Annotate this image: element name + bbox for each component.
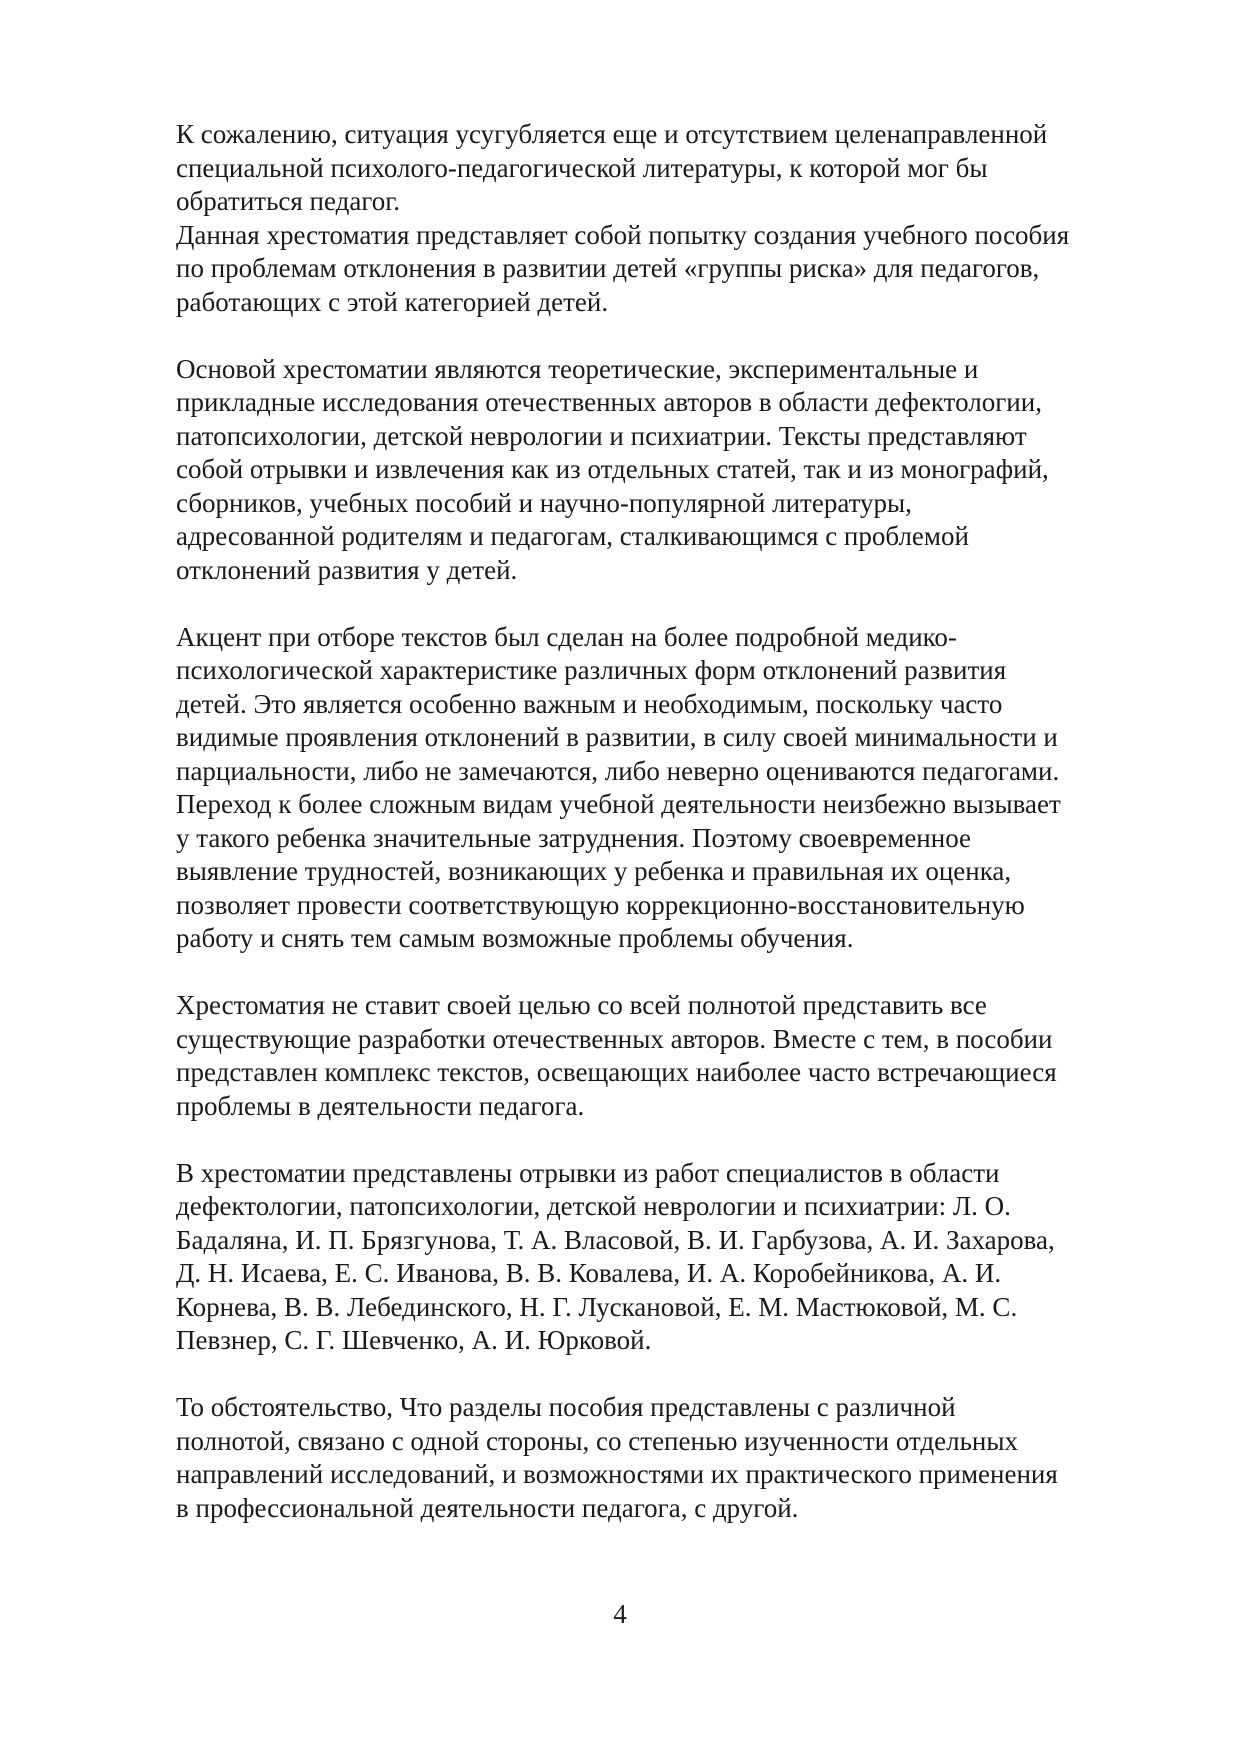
text-line: Корнева, В. В. Лебединского, Н. Г. Лускановой, Е. М. Мастюковой, М. С. xyxy=(176,1291,1018,1322)
paragraph-gap xyxy=(176,956,1156,990)
paragraph xyxy=(176,989,1156,1123)
text-line: работающих с этой категорией детей. xyxy=(176,286,609,317)
page-number: 4 xyxy=(613,1599,627,1629)
document-body xyxy=(176,118,1156,1525)
text-line: прикладные исследования отечественных авторов в области дефектологии, xyxy=(176,387,1042,417)
text-line: отклонений развития у детей. xyxy=(176,554,518,585)
paragraph-gap xyxy=(176,587,1156,621)
text-line: в профессиональной деятельности педагога, с другой. xyxy=(176,1492,799,1523)
paragraph xyxy=(176,353,1156,588)
text-line: Бадаляна, И. П. Брязгунова, Т. А. Власовой, В. И. Гарбузова, А. И. Захарова, xyxy=(176,1224,1055,1255)
text-line: Д. Н. Исаева, Е. С. Иванова, В. В. Ковалева, И. А. Коробейникова, А. И. xyxy=(176,1258,1002,1288)
text-line: психологической характеристике различных форм отклонений развития xyxy=(176,655,1007,685)
text-line: детей. Это является особенно важным и необходимым, поскольку часто xyxy=(176,688,1003,719)
text-line: видимые проявления отклонений в развитии, в силу своей минимальности и xyxy=(176,722,1058,752)
text-line: адресованной родителям и педагогам, сталкивающимся с проблемой xyxy=(176,521,969,551)
text-line: полнотой, связано с одной стороны, со степенью изученности отдельных xyxy=(176,1425,1019,1456)
text-line: Основой хрестоматии являются теоретические, экспериментальные и xyxy=(176,353,979,384)
text-line: проблемы в деятельности педагога. xyxy=(176,1090,585,1121)
text-line: Переход к более сложным видам учебной деятельности неизбежно вызывает xyxy=(176,789,1061,819)
text-line: сборников, учебных пособий и научно-популярной литературы, xyxy=(176,487,912,518)
paragraph-gap xyxy=(176,1123,1156,1157)
text-line: собой отрывки и извлечения как из отдельных статей, так и из монографий, xyxy=(176,454,1049,484)
paragraph xyxy=(176,1391,1156,1525)
text-line: Данная хрестоматия представляет собой попытку создания учебного пособия xyxy=(176,219,1070,250)
text-line: патопсихологии, детской неврологии и психиатрии. Тексты представляют xyxy=(176,420,1027,451)
text-line: парциальности, либо не замечаются, либо неверно оцениваются педагогами. xyxy=(176,755,1060,786)
text-line: представлен комплекс текстов, освещающих наиболее часто встречающиеся xyxy=(176,1057,1057,1087)
paragraph xyxy=(176,1157,1156,1358)
text-line: у такого ребенка значительные затруднения. Поэтому своевременное xyxy=(176,822,972,853)
text-line: дефектологии, патопсихологии, детской неврологии и психиатрии: Л. О. xyxy=(176,1191,1011,1221)
text-line: направлений исследований, и возможностями их практического применения xyxy=(176,1459,1058,1489)
text-line: выявление трудностей, возникающих у ребенка и правильная их оценка, xyxy=(176,856,1012,886)
text-line: Певзнер, С. Г. Шевченко, А. И. Юрковой. xyxy=(176,1325,652,1355)
text-line: Хрестоматия не ставит своей целью со всей полнотой представить все xyxy=(176,990,987,1020)
text-line: Акцент при отборе текстов был сделан на более подробной медико- xyxy=(176,621,957,652)
paragraph-gap xyxy=(176,1358,1156,1392)
text-line: работу и снять тем самым возможные проблемы обучения. xyxy=(176,923,854,953)
text-line: по проблемам отклонения в развитии детей «группы риска» для педагогов, xyxy=(176,253,1040,283)
text-line: То обстоятельство, Что разделы пособия представлены с различной xyxy=(176,1392,956,1422)
paragraph xyxy=(176,219,1156,320)
text-line: К сожалению, ситуация усугубляется еще и отсутствием целенаправленной xyxy=(176,119,1048,149)
paragraph-gap xyxy=(176,319,1156,353)
paragraph xyxy=(176,118,1156,219)
text-line: обратиться педагог. xyxy=(176,186,401,216)
text-line: позволяет провести соответствующую коррекционно-восстановительную xyxy=(176,889,1025,920)
text-line: В хрестоматии представлены отрывки из работ специалистов в области xyxy=(176,1157,1000,1188)
text-line: специальной психолого-педагогической литературы, к которой мог бы xyxy=(176,152,988,183)
text-line: существующие разработки отечественных авторов. Вместе с тем, в пособии xyxy=(176,1023,1053,1054)
paragraph xyxy=(176,621,1156,956)
